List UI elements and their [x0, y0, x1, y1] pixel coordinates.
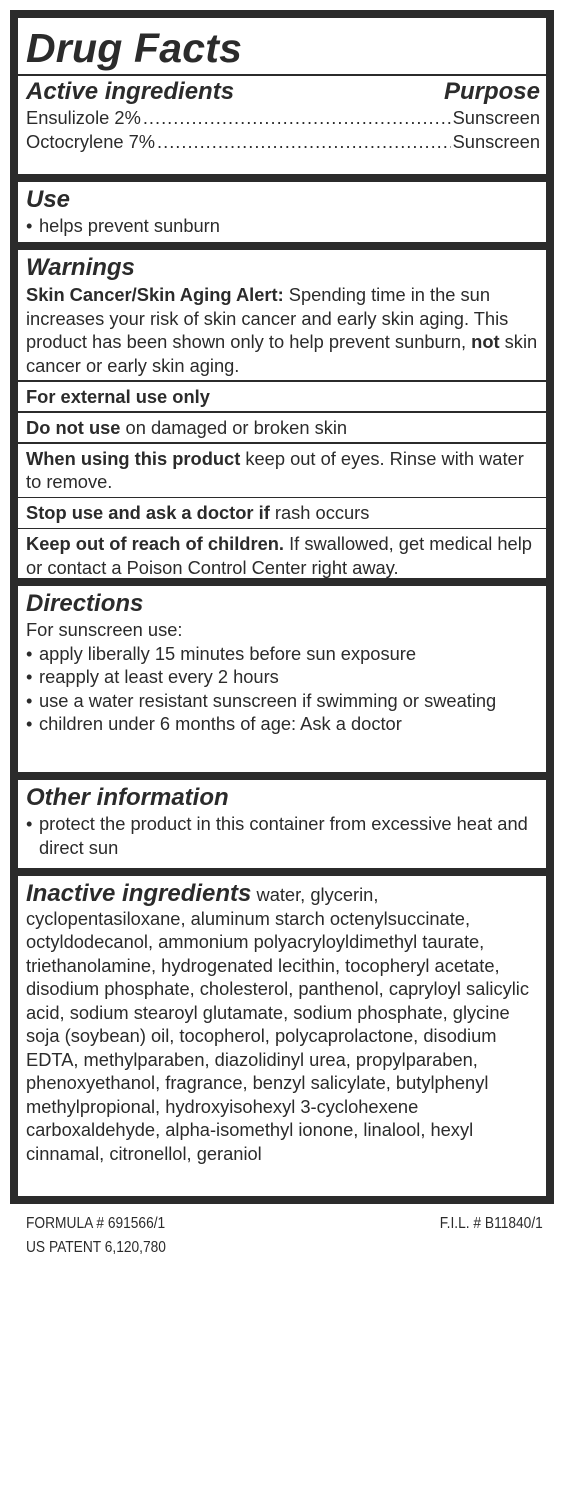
list-item	[26, 214, 540, 238]
list-item	[26, 689, 540, 713]
when-using-text: keep out of eyes. Rinse with water to remove.	[26, 447, 524, 492]
bullet-icon: •	[26, 689, 33, 711]
when-using-label: When using this product	[26, 447, 241, 469]
skin-cancer-alert	[26, 282, 540, 380]
other-information-heading: Other information	[26, 784, 229, 811]
ingredient-name: Ensulizole 2%	[26, 107, 141, 128]
other-information-section	[18, 780, 546, 868]
dot-leader	[157, 130, 451, 154]
directions-intro: For sunscreen use:	[26, 619, 183, 640]
directions-heading: Directions	[26, 590, 144, 617]
drug-facts-panel	[10, 10, 554, 1204]
ingredient-row	[26, 130, 540, 154]
warnings-heading: Warnings	[26, 254, 135, 281]
do-not-use-text: on damaged or broken skin	[120, 416, 348, 438]
list-item-text: children under 6 months of age: Ask a doctor	[39, 713, 402, 734]
list-item-text: helps prevent sunburn	[39, 215, 220, 236]
external-use-warning	[26, 382, 540, 412]
inactive-ingredients-heading: Inactive ingredients	[26, 880, 252, 907]
list-item	[26, 642, 540, 666]
do-not-use-warning	[26, 413, 540, 443]
stop-use-text: rash occurs	[269, 502, 370, 523]
bullet-icon: •	[26, 813, 33, 834]
purpose-heading: Purpose	[443, 78, 540, 105]
list-item-text: protect the product in this container from excessive heat and direct sun	[39, 813, 528, 858]
bullet-icon: •	[26, 215, 33, 236]
use-section	[18, 182, 546, 242]
bullet-icon: •	[26, 642, 33, 664]
stop-use-warning	[26, 498, 540, 528]
list-item-text: apply liberally 15 minutes before sun exposure	[39, 642, 417, 664]
directions-section	[18, 586, 546, 772]
active-ingredients-section	[18, 18, 546, 174]
ingredient-name: Octocrylene 7%	[26, 130, 156, 152]
when-using-warning	[26, 444, 540, 497]
keep-out-of-reach-warning	[26, 529, 540, 578]
list-item	[26, 712, 540, 736]
fil-number: F.I.L. # B11840/1	[439, 1215, 543, 1232]
keep-out-text: If swallowed, get medical help or contact a Poison Control Center right away.	[26, 533, 532, 578]
ingredient-purpose: Sunscreen	[452, 130, 540, 152]
drug-facts-title: Drug Facts	[26, 25, 243, 71]
keep-out-label: Keep out of reach of children.	[26, 533, 284, 554]
patent-number: US PATENT 6,120,780	[26, 1239, 166, 1256]
stop-use-label: Stop use and ask a doctor if	[26, 502, 270, 523]
active-ingredients-heading: Active ingredients	[26, 78, 235, 105]
do-not-use-label: Do not use	[26, 416, 121, 438]
external-use-label: For external use only	[26, 385, 210, 407]
footer-left	[26, 1212, 166, 1260]
ingredient-row	[26, 106, 540, 130]
alert-label: Skin Cancer/Skin Aging Alert:	[26, 284, 284, 305]
ingredient-purpose: Sunscreen	[452, 107, 540, 128]
use-heading: Use	[26, 186, 71, 213]
warnings-section	[18, 250, 546, 578]
divider	[18, 74, 546, 76]
list-item	[26, 665, 540, 689]
active-ingredients-header-row	[26, 78, 540, 106]
alert-not: not	[471, 331, 500, 352]
formula-number: FORMULA # 691566/1	[26, 1215, 166, 1232]
bullet-icon: •	[26, 666, 33, 687]
list-item-text: reapply at least every 2 hours	[39, 666, 279, 687]
alert-text-end: skin cancer or early skin aging.	[26, 331, 538, 376]
inactive-ingredients-list: water, glycerin, cyclopentasiloxane, aluminum starch octenylsuccinate, octyldodecanol, ammonium polyacryloyldimethyl taurate, triethanolamine, hydrogenated lecithin, tocopheryl acetate, disodium phosphate, cholesterol, panthenol, capryloyl salicylic acid, sodium stearoyl glutamate, sodium phosphate, glycine soja (soybean) oil, tocopherol, polycaprolactone, disodium EDTA, methylparaben, diazolidinyl urea, propylparaben, phenoxyethanol, fragrance, benzyl salicylate, butylphenyl methylpropional, hydroxyisohexyl 3-cyclohexene carboxaldehyde, alpha-isomethyl ionone, linalool, hexyl cinnamal, citronellol, geraniol	[26, 884, 530, 1164]
alert-text: Spending time in the sun increases your risk of skin cancer and early skin aging. This product has been shown only to help prevent sunburn,	[26, 284, 509, 352]
dot-leader	[143, 106, 451, 130]
inactive-ingredients-text	[26, 882, 540, 1165]
inactive-ingredients-section	[18, 876, 546, 1196]
bullet-icon: •	[26, 713, 33, 734]
list-item-text: use a water resistant sunscreen if swimming or sweating	[39, 689, 497, 711]
list-item	[26, 812, 540, 859]
